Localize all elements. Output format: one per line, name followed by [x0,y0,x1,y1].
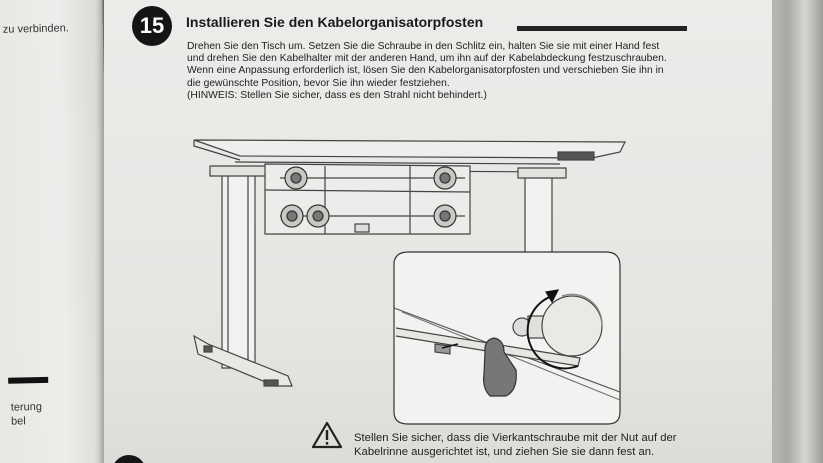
warning-triangle-icon [311,421,343,449]
left-page-bar [8,377,48,384]
background-plastic [763,0,823,463]
desk-illustration [180,130,640,430]
left-page-fragment-bottom-1: terung [10,401,43,414]
step-title: Installieren Sie den Kabelorganisatorpfosten [186,14,484,30]
left-page-fragment-bottom-2: bel [10,415,26,428]
warning-text: Stellen Sie sicher, dass die Vierkantschraube mit der Nut auf der Kabelrinne ausgerichtet ist, und ziehen Sie sie dann fest an. [354,432,677,458]
title-rule [517,26,687,31]
left-page [0,0,112,463]
instruction-text [187,41,677,102]
left-page-fragment-top: zu verbinden. [2,22,69,36]
instruction-note: (HINWEIS: Stellen Sie sicher, dass es den Strahl nicht behindert.) [187,89,487,101]
step-number-badge: 15 [132,6,172,46]
instruction-paragraph: Drehen Sie den Tisch um. Setzen Sie die Schraube in den Schlitz ein, halten Sie sie mit einer Hand fest und drehen Sie den Kabelhalter mit der anderen Hand, um ihn auf der Kabelabdeckung festzuschrauben. Wenn eine Anpassung erforderlich ist, lösen Sie den Kabelorganisatorpfosten und verschieben Sie ihn in die gewünschte Position, bevor Sie ihn wieder festziehen. [187,41,667,89]
